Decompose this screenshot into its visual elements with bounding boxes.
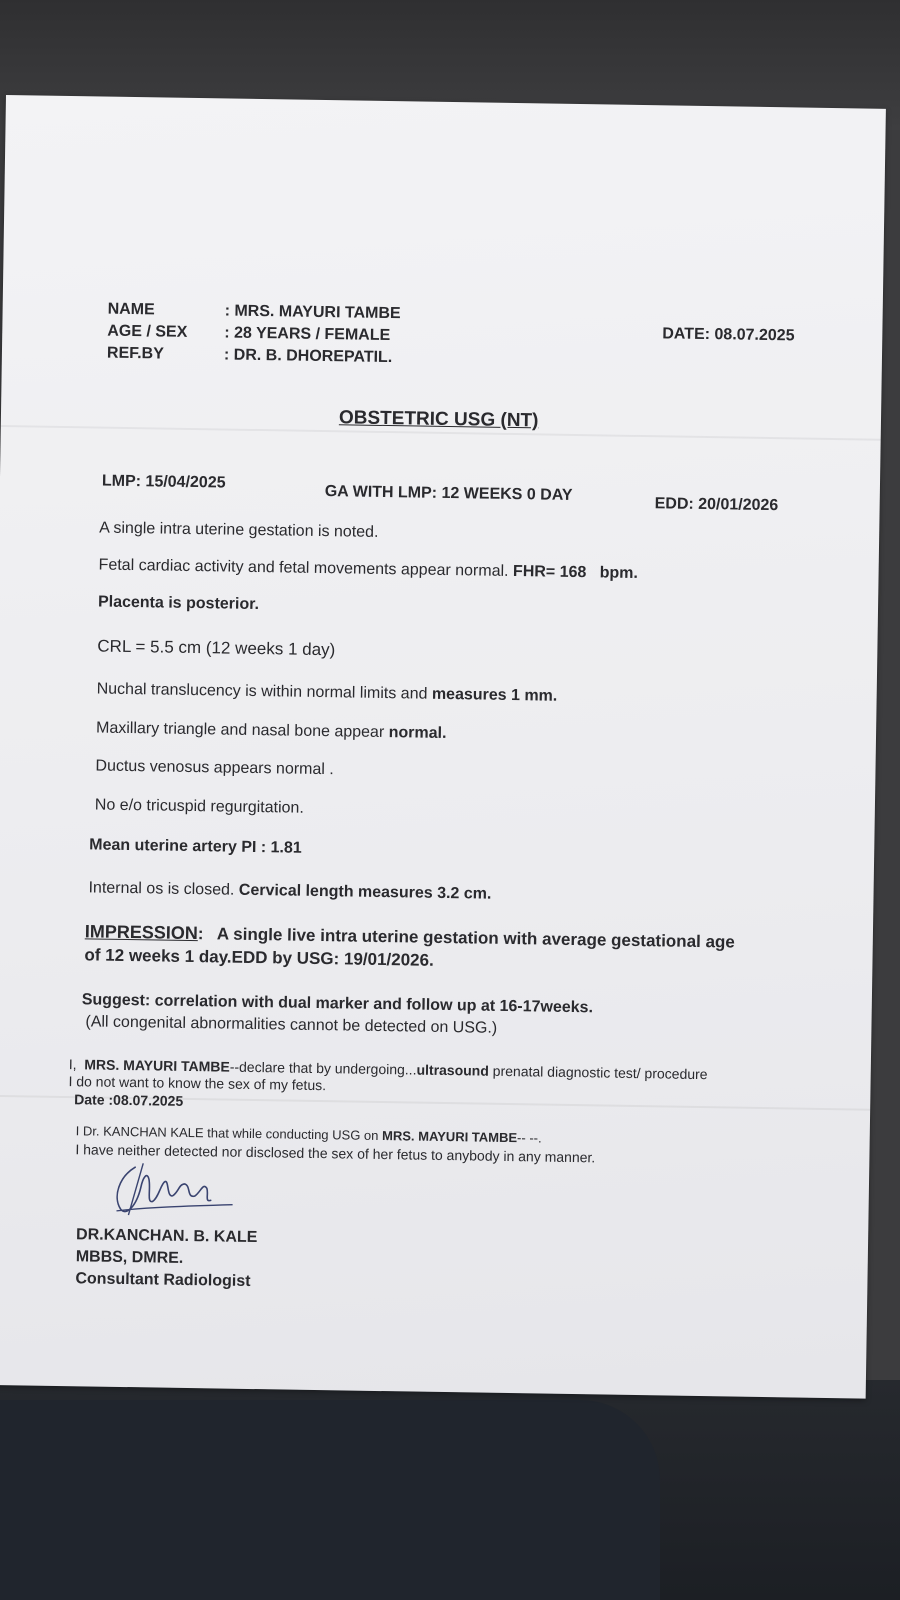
impression-line2: of 12 weeks 1 day.EDD by USG: 19/01/2026.	[84, 945, 434, 970]
signature-image	[106, 1157, 237, 1221]
doctor-degree: MBBS, DMRE.	[75, 1248, 184, 1267]
finding-uterine-artery: Mean uterine artery PI : 1.81	[89, 836, 302, 857]
declaration-line2: I do not want to know the sex of my fetus.	[68, 1073, 327, 1094]
background-cloth	[0, 1400, 660, 1600]
finding-tricuspid: No e/o tricuspid regurgitation.	[94, 796, 304, 817]
finding-maxillary: Maxillary triangle and nasal bone appear normal.	[95, 719, 447, 742]
doctor-declaration-line2: I have neither detected nor disclosed the sex of her fetus to anybody in any manner.	[75, 1141, 596, 1166]
impression-line1: IMPRESSION: A single live intra uterine gestation with average gestational age	[84, 921, 735, 952]
lmp: LMP: 15/04/2025	[101, 472, 226, 492]
age-value: : 28 YEARS / FEMALE	[224, 324, 391, 345]
doctor-name: DR.KANCHAN. B. KALE	[75, 1226, 258, 1247]
finding-cardiac: Fetal cardiac activity and fetal movements appear normal. FHR= 168 bpm.	[98, 556, 639, 582]
ref-value: : DR. B. DHOREPATIL.	[223, 346, 393, 367]
finding-placenta: Placenta is posterior.	[97, 593, 260, 614]
fhr-value: FHR= 168	[512, 563, 587, 582]
suggest-line2: (All congenital abnormalities cannot be detected on USG.)	[85, 1013, 498, 1037]
report-title: OBSTETRIC USG (NT)	[338, 407, 539, 432]
doctor-declaration-line1: I Dr. KANCHAN KALE that while conducting USG on MRS. MAYURI TAMBE-- --.	[75, 1123, 542, 1146]
suggest-line1: Suggest: correlation with dual marker and follow up at 16-17weeks.	[81, 991, 594, 1017]
declaration-line1: I, MRS. MAYURI TAMBE--declare that by undergoing...ultrasound prenatal diagnostic test/ procedure	[68, 1056, 708, 1083]
finding-crl: CRL = 5.5 cm (12 weeks 1 day)	[97, 636, 336, 660]
finding-gestation: A single intra uterine gestation is noted.	[99, 519, 379, 541]
report-date: DATE: 08.07.2025	[662, 325, 795, 345]
impression-label: IMPRESSION	[84, 921, 199, 944]
doctor-role: Consultant Radiologist	[75, 1270, 251, 1290]
ref-label: REF.BY	[106, 344, 164, 363]
name-label: NAME	[107, 300, 155, 319]
declaration-date: Date :08.07.2025	[74, 1091, 184, 1109]
edd: EDD: 20/01/2026	[654, 495, 779, 515]
finding-ductus: Ductus venosus appears normal .	[95, 757, 334, 779]
name-value: : MRS. MAYURI TAMBE	[224, 302, 401, 323]
age-label: AGE / SEX	[107, 322, 188, 341]
ga-with-lmp: GA WITH LMP: 12 WEEKS 0 DAY	[324, 483, 573, 504]
report-sheet	[0, 95, 886, 1399]
finding-internal-os: Internal os is closed. Cervical length measures 3.2 cm.	[88, 879, 492, 903]
finding-nuchal: Nuchal translucency is within normal limits and measures 1 mm.	[96, 680, 558, 705]
